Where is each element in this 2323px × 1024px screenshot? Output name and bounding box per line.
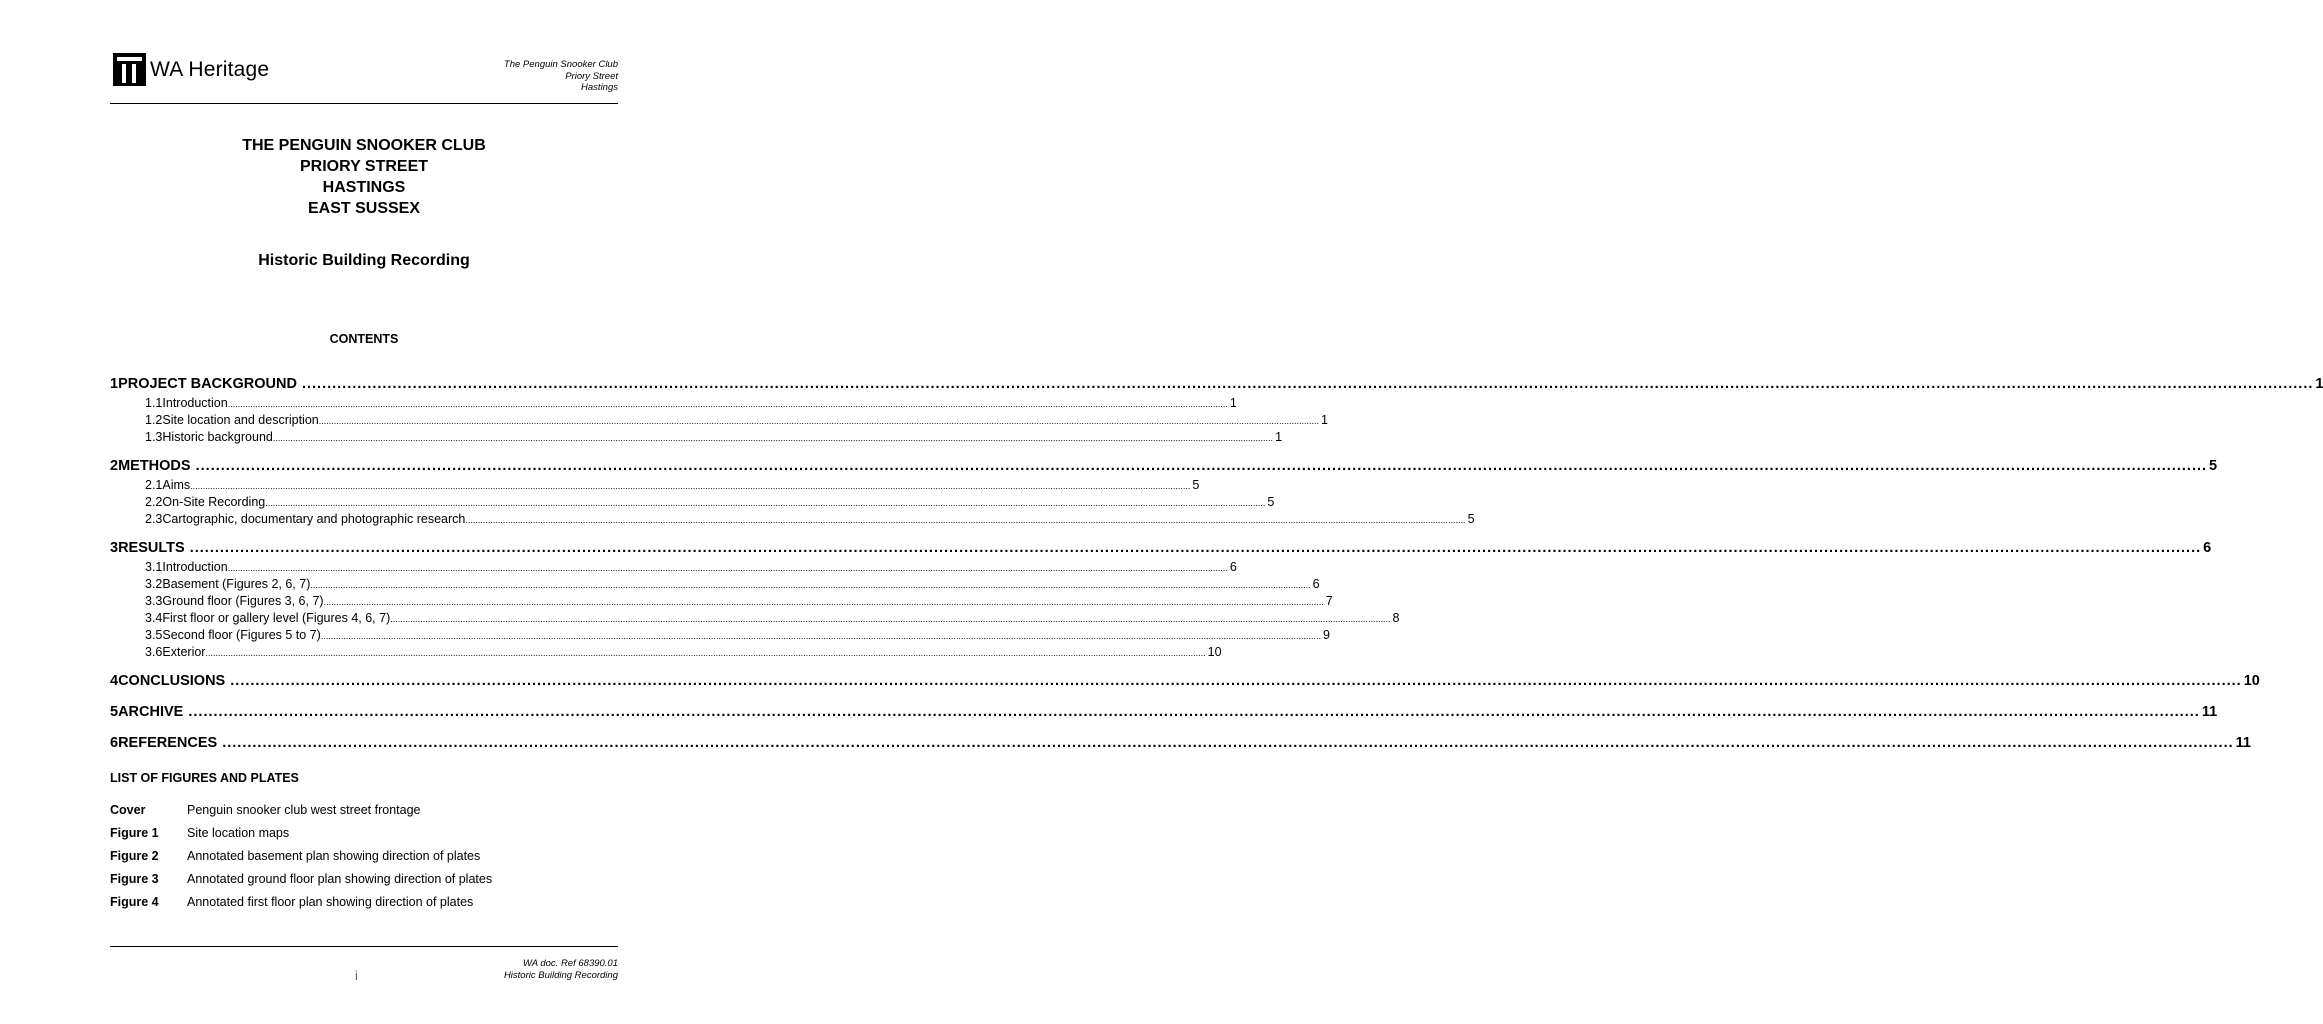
figure-caption: Site location maps [187, 826, 290, 840]
toc-subentry-label: On-Site Recording [162, 495, 266, 509]
footer-reference [504, 958, 618, 981]
toc-subentry-page: 5 [1192, 478, 1200, 492]
toc-section [110, 704, 2218, 724]
toc-entry-label: RESULTS [118, 540, 185, 556]
table-of-contents [110, 376, 2323, 766]
toc-subentry-page: 10 [1207, 645, 1222, 659]
toc-entry-page: 11 [2235, 735, 2251, 751]
toc-entry-page: 5 [2209, 458, 2218, 474]
toc-entry-label: PROJECT BACKGROUND [118, 376, 297, 392]
toc-subentry-page: 1 [1229, 396, 1237, 410]
toc-subentry-number: 3.6 [145, 645, 163, 659]
toc-subentry-label: Cartographic, documentary and photographic research [162, 512, 466, 526]
toc-subentry-leader: Site location and description................................................................................................................................................................................................................................................................................................................................................................................................................ [162, 413, 1319, 427]
figure-label: Figure 2 [110, 849, 159, 863]
toc-subentry-label: Ground floor (Figures 3, 6, 7) [162, 594, 324, 608]
toc-section [110, 673, 2260, 693]
page-number: i [355, 968, 358, 983]
toc-subentry[interactable] [110, 628, 1330, 645]
toc-entry-leader: REFERENCES ................................................................................................................................................................................................................................................................................................................................................................................................................ [118, 735, 2234, 751]
toc-subentry-number: 3.5 [145, 628, 163, 642]
toc-entry[interactable] [110, 673, 2260, 693]
header-line: Hastings [581, 82, 618, 93]
contents-heading: CONTENTS [329, 332, 399, 346]
toc-entry[interactable] [110, 458, 2218, 478]
toc-subentry-leader: First floor or gallery level (Figures 4, 6, 7)................................................................................................................................................................................................................................................................................................................................................................................................................ [162, 611, 1391, 625]
toc-subentry-label: Aims [162, 478, 191, 492]
toc-entry[interactable] [110, 540, 2212, 560]
toc-subentry-page: 7 [1325, 594, 1333, 608]
toc-subentry-page: 9 [1323, 628, 1330, 642]
toc-subentry-label: Exterior [162, 645, 206, 659]
header-reference [504, 59, 618, 94]
toc-subentry[interactable] [110, 396, 1237, 413]
header-line: The Penguin Snooker Club [503, 59, 618, 70]
toc-subentry-leader: Historic background................................................................................................................................................................................................................................................................................................................................................................................................................ [162, 430, 1274, 444]
figure-label: Cover [110, 803, 146, 817]
toc-section [110, 540, 2212, 662]
toc-subentry-label: Historic background [162, 430, 273, 444]
toc-entry-number: 5 [110, 704, 119, 720]
figure-caption: Annotated basement plan showing direction of plates [187, 849, 481, 863]
figure-caption: Annotated first floor plan showing direction of plates [187, 895, 474, 909]
toc-subentry-number: 2.3 [145, 512, 163, 526]
toc-entry-number: 3 [110, 540, 119, 556]
toc-section [110, 458, 2218, 529]
toc-entry-page: 11 [2201, 704, 2218, 720]
title-line: EAST SUSSEX [307, 200, 421, 217]
toc-subentry-page: 5 [1267, 495, 1275, 509]
toc-subentry-page: 1 [1320, 413, 1328, 427]
toc-section [110, 376, 2323, 447]
toc-entry[interactable] [110, 735, 2251, 755]
toc-entry-page: 1 [2315, 376, 2323, 392]
toc-subentry-label: Basement (Figures 2, 6, 7) [162, 577, 311, 591]
toc-entry-label: CONCLUSIONS [118, 673, 226, 689]
toc-entry-number: 2 [110, 458, 119, 474]
toc-subentry-label: Introduction [162, 560, 228, 574]
toc-entry-number: 1 [110, 376, 119, 392]
toc-entry-leader: RESULTS ................................................................................................................................................................................................................................................................................................................................................................................................................ [118, 540, 2202, 556]
toc-subentry-number: 3.4 [145, 611, 163, 625]
toc-subentry[interactable] [110, 478, 1200, 495]
toc-entry-page: 6 [2203, 540, 2212, 556]
toc-subentry-leader: Basement (Figures 2, 6, 7)................................................................................................................................................................................................................................................................................................................................................................................................................ [162, 577, 1311, 591]
header-line: Priory Street [565, 70, 618, 82]
toc-entry-label: METHODS [118, 458, 191, 474]
toc-subentry-leader: Introduction................................................................................................................................................................................................................................................................................................................................................................................................................ [162, 396, 1228, 410]
toc-subentry-leader: Exterior................................................................................................................................................................................................................................................................................................................................................................................................................ [162, 645, 1206, 659]
toc-entry-leader: ARCHIVE ................................................................................................................................................................................................................................................................................................................................................................................................................ [118, 704, 2200, 720]
figure-list-item [110, 803, 618, 826]
figure-list-item [110, 895, 618, 918]
toc-section [110, 735, 2251, 755]
toc-subentry[interactable] [110, 430, 1283, 447]
title-line: HASTINGS [322, 179, 406, 196]
figure-label: Figure 4 [110, 895, 159, 909]
toc-subentry-number: 1.1 [145, 396, 163, 410]
document-subtitle: Historic Building Recording [258, 252, 470, 269]
figures-list [110, 803, 618, 918]
toc-entry-leader: METHODS ................................................................................................................................................................................................................................................................................................................................................................................................................ [118, 458, 2208, 474]
toc-entry-label: REFERENCES [118, 735, 218, 751]
toc-entry[interactable] [110, 704, 2218, 724]
wa-heritage-logo [113, 53, 269, 86]
figure-caption: Penguin snooker club west street frontage [187, 803, 421, 817]
toc-subentry[interactable] [110, 645, 1222, 662]
toc-subentry[interactable] [110, 611, 1400, 628]
figure-list-item [110, 872, 618, 895]
toc-subentry-label: Introduction [162, 396, 228, 410]
title-line: THE PENGUIN SNOOKER CLUB [242, 137, 486, 154]
toc-subentry-leader: Cartographic, documentary and photographic research................................................................................................................................................................................................................................................................................................................................................................................................................ [162, 512, 1466, 526]
toc-subentry[interactable] [110, 512, 1475, 529]
toc-subentry-page: 6 [1312, 577, 1320, 591]
toc-subentry[interactable] [110, 495, 1275, 512]
figure-caption: Annotated ground floor plan showing direction of plates [187, 872, 493, 886]
figures-heading: LIST OF FIGURES AND PLATES [110, 771, 299, 785]
toc-subentry-number: 3.1 [145, 560, 163, 574]
toc-subentry[interactable] [110, 594, 1333, 611]
toc-entry-number: 6 [110, 735, 119, 751]
figure-list-item [110, 826, 618, 849]
toc-subentry[interactable] [110, 560, 1237, 577]
header-rule [110, 103, 618, 104]
toc-subentry-number: 2.1 [145, 478, 163, 492]
toc-subentry[interactable] [110, 577, 1320, 594]
toc-subentry-page: 5 [1467, 512, 1475, 526]
toc-subentry-number: 1.3 [145, 430, 163, 444]
toc-entry-number: 4 [110, 673, 119, 689]
document-title [110, 135, 618, 219]
toc-entry[interactable] [110, 376, 2323, 396]
toc-subentry-label: First floor or gallery level (Figures 4, 6, 7) [162, 611, 391, 625]
toc-subentry-leader: Second floor (Figures 5 to 7)................................................................................................................................................................................................................................................................................................................................................................................................................ [162, 628, 1322, 642]
toc-entry-leader: CONCLUSIONS ................................................................................................................................................................................................................................................................................................................................................................................................................ [118, 673, 2242, 689]
footer-rule [110, 946, 618, 947]
toc-entry-label: ARCHIVE [118, 704, 184, 720]
toc-subentry-label: Second floor (Figures 5 to 7) [162, 628, 321, 642]
toc-subentry-page: 1 [1275, 430, 1283, 444]
toc-subentry-label: Site location and description [162, 413, 319, 427]
figure-list-item [110, 849, 618, 872]
toc-subentry-number: 1.2 [145, 413, 163, 427]
wa-logo-icon [113, 53, 146, 86]
toc-subentry-page: 6 [1229, 560, 1237, 574]
footer-line: WA doc. Ref 68390.01 [522, 958, 618, 969]
toc-subentry-number: 3.3 [145, 594, 163, 608]
logo-text: WA Heritage [150, 57, 270, 81]
toc-subentry[interactable] [110, 413, 1328, 430]
figure-label: Figure 3 [110, 872, 159, 886]
figure-label: Figure 1 [110, 826, 159, 840]
toc-subentry-leader: On-Site Recording................................................................................................................................................................................................................................................................................................................................................................................................................ [162, 495, 1266, 509]
title-line: PRIORY STREET [299, 158, 429, 175]
toc-entry-leader: PROJECT BACKGROUND ................................................................................................................................................................................................................................................................................................................................................................................................................ [118, 376, 2314, 392]
toc-subentry-number: 3.2 [145, 577, 163, 591]
toc-subentry-leader: Ground floor (Figures 3, 6, 7)................................................................................................................................................................................................................................................................................................................................................................................................................ [162, 594, 1324, 608]
toc-subentry-page: 8 [1392, 611, 1400, 625]
toc-subentry-number: 2.2 [145, 495, 163, 509]
toc-subentry-leader: Aims................................................................................................................................................................................................................................................................................................................................................................................................................ [162, 478, 1191, 492]
toc-subentry-leader: Introduction................................................................................................................................................................................................................................................................................................................................................................................................................ [162, 560, 1228, 574]
footer-line: Historic Building Recording [503, 969, 618, 981]
toc-entry-page: 10 [2243, 673, 2260, 689]
